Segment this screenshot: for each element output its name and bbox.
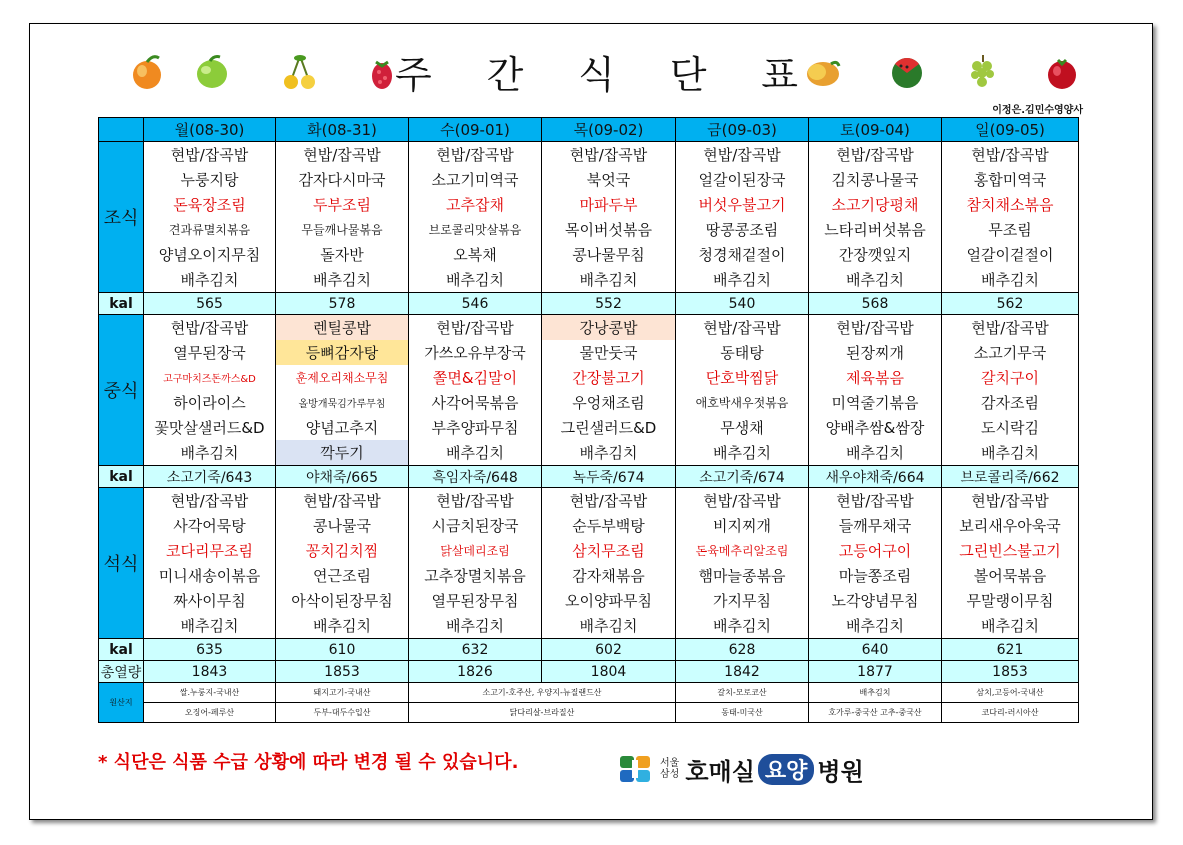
title-char: 간 (486, 52, 526, 97)
menu-item: 얼갈이겉절이 (942, 242, 1079, 267)
kal-value: 635 (144, 639, 276, 661)
total-value: 1853 (276, 661, 409, 683)
menu-item: 고구마치즈돈까스&D (144, 365, 276, 390)
kal-value: 소고기죽/643 (144, 466, 276, 488)
menu-item: 현밥/잡곡밥 (676, 315, 809, 341)
corner-cell (99, 118, 144, 142)
day-header: 화(08-31) (276, 118, 409, 142)
menu-item: 배추김치 (144, 613, 276, 639)
kal-value: 브로콜리죽/662 (942, 466, 1079, 488)
menu-item: 간장불고기 (542, 365, 676, 390)
day-header: 토(09-04) (809, 118, 942, 142)
total-value: 1842 (676, 661, 809, 683)
menu-item: 감자조림 (942, 390, 1079, 415)
menu-item: 된장찌개 (809, 340, 942, 365)
menu-item: 삼치무조림 (542, 538, 676, 563)
menu-item: 배추김치 (809, 267, 942, 293)
origin-cell: 호가루-중국산 고추-중국산 (809, 703, 942, 723)
menu-item: 사각어묵볶음 (409, 390, 542, 415)
day-header: 월(08-30) (144, 118, 276, 142)
menu-item: 현밥/잡곡밥 (144, 142, 276, 168)
menu-item: 등뼈감자탕 (276, 340, 409, 365)
menu-item: 고등어구이 (809, 538, 942, 563)
menu-item: 마파두부 (542, 192, 676, 217)
kal-value: 610 (276, 639, 409, 661)
total-value: 1843 (144, 661, 276, 683)
watermelon-icon (887, 52, 927, 92)
kal-value: 632 (409, 639, 542, 661)
menu-item: 갈치구이 (942, 365, 1079, 390)
menu-item: 얼갈이된장국 (676, 167, 809, 192)
menu-item: 현밥/잡곡밥 (809, 142, 942, 168)
origin-cell: 배추김치 (809, 683, 942, 703)
day-header: 목(09-02) (542, 118, 676, 142)
kal-value: 562 (942, 293, 1079, 315)
kal-value: 540 (676, 293, 809, 315)
menu-item: 땅콩콩조림 (676, 217, 809, 242)
menu-item: 도시락김 (942, 415, 1079, 440)
menu-item: 간장깻잎지 (809, 242, 942, 267)
menu-item: 소고기무국 (942, 340, 1079, 365)
menu-item: 순두부백탕 (542, 513, 676, 538)
total-value: 1853 (942, 661, 1079, 683)
menu-item: 감자채볶음 (542, 563, 676, 588)
menu-item: 북엇국 (542, 167, 676, 192)
menu-item: 현밥/잡곡밥 (676, 142, 809, 168)
kal-value: 565 (144, 293, 276, 315)
menu-item: 배추김치 (542, 440, 676, 466)
menu-item: 견과류멸치볶음 (144, 217, 276, 242)
menu-item: 소고기당평채 (809, 192, 942, 217)
notice-text: * 식단은 식품 수급 상황에 따라 변경 될 수 있습니다. (98, 752, 519, 773)
peach-icon (127, 52, 167, 92)
menu-item: 양념고추지 (276, 415, 409, 440)
menu-item: 현밥/잡곡밥 (144, 488, 276, 514)
dinner-label: 석식 (99, 488, 144, 639)
menu-item: 배추김치 (676, 440, 809, 466)
menu-item: 고추장멸치볶음 (409, 563, 542, 588)
origin-cell: 두부-대두수입산 (276, 703, 409, 723)
kal-label: kal (99, 293, 144, 315)
menu-item: 우엉채조림 (542, 390, 676, 415)
kal-value: 578 (276, 293, 409, 315)
kal-value: 야채죽/665 (276, 466, 409, 488)
origin-cell: 오징어-페루산 (144, 703, 276, 723)
menu-item: 현밥/잡곡밥 (409, 488, 542, 514)
menu-item: 배추김치 (809, 440, 942, 466)
lunch-label: 중식 (99, 315, 144, 466)
menu-item: 배추김치 (276, 267, 409, 293)
menu-item: 배추김치 (942, 440, 1079, 466)
menu-item: 비지찌개 (676, 513, 809, 538)
menu-item: 배추김치 (409, 267, 542, 293)
kal-value: 녹두죽/674 (542, 466, 676, 488)
menu-item: 애호박새우젓볶음 (676, 390, 809, 415)
menu-item: 단호박찜닭 (676, 365, 809, 390)
menu-item: 배추김치 (409, 440, 542, 466)
menu-item: 오복채 (409, 242, 542, 267)
menu-item: 배추김치 (144, 267, 276, 293)
menu-item: 양배추쌈&쌈장 (809, 415, 942, 440)
weekly-menu-table (98, 117, 1079, 723)
menu-item: 노각양념무침 (809, 588, 942, 613)
menu-item: 버섯우불고기 (676, 192, 809, 217)
menu-item: 목이버섯볶음 (542, 217, 676, 242)
menu-item: 부추양파무침 (409, 415, 542, 440)
menu-item: 무말랭이무침 (942, 588, 1079, 613)
menu-item: 현밥/잡곡밥 (276, 488, 409, 514)
kal-value: 새우야채죽/664 (809, 466, 942, 488)
kal-value: 602 (542, 639, 676, 661)
menu-item: 배추김치 (276, 613, 409, 639)
menu-item: 현밥/잡곡밥 (542, 488, 676, 514)
author-label: 이정은.김민수영양사 (992, 105, 1083, 116)
menu-item: 소고기미역국 (409, 167, 542, 192)
menu-item: 고추잡채 (409, 192, 542, 217)
lime-icon (192, 52, 232, 92)
menu-item: 느타리버섯볶음 (809, 217, 942, 242)
menu-item: 무들깨나물볶음 (276, 217, 409, 242)
menu-item: 배추김치 (676, 267, 809, 293)
menu-item: 햄마늘종볶음 (676, 563, 809, 588)
menu-item: 배추김치 (409, 613, 542, 639)
hospital-name: 호매실 요양 병원 (685, 752, 863, 787)
origin-cell: 코다리-러시아산 (942, 703, 1079, 723)
kal-value: 640 (809, 639, 942, 661)
mango-icon (803, 52, 843, 92)
menu-item: 강낭콩밥 (542, 315, 676, 341)
menu-item: 배추김치 (676, 613, 809, 639)
hospital-logo (618, 752, 938, 786)
kal-value: 568 (809, 293, 942, 315)
menu-item: 현밥/잡곡밥 (676, 488, 809, 514)
menu-item: 현밥/잡곡밥 (809, 488, 942, 514)
hospital-logo-icon (618, 754, 652, 784)
grape-icon (963, 52, 1003, 92)
kal-value: 621 (942, 639, 1079, 661)
origin-cell: 닭다리살-브라질산 (409, 703, 676, 723)
menu-item: 가지무침 (676, 588, 809, 613)
origin-cell: 갈치-모로코산 (676, 683, 809, 703)
menu-item: 보리새우아욱국 (942, 513, 1079, 538)
menu-item: 제육볶음 (809, 365, 942, 390)
menu-item: 꽁치김치찜 (276, 538, 409, 563)
kal-value: 소고기죽/674 (676, 466, 809, 488)
title-char: 단 (669, 52, 709, 97)
menu-item: 코다리무조림 (144, 538, 276, 563)
menu-item: 쫄면&김말이 (409, 365, 542, 390)
menu-item: 깍두기 (276, 440, 409, 466)
hospital-sub: 서울 삼성 (660, 758, 680, 780)
day-header: 금(09-03) (676, 118, 809, 142)
menu-item: 현밥/잡곡밥 (409, 315, 542, 341)
menu-item: 콩나물무침 (542, 242, 676, 267)
menu-item: 짜사이무침 (144, 588, 276, 613)
kal-label: kal (99, 639, 144, 661)
menu-item: 무조림 (942, 217, 1079, 242)
menu-item: 브로콜리맛살볶음 (409, 217, 542, 242)
title-char: 주 (395, 52, 434, 97)
origin-cell: 돼지고기-국내산 (276, 683, 409, 703)
origin-cell: 쌀.누룽지-국내산 (144, 683, 276, 703)
total-label: 총열량 (99, 661, 144, 683)
menu-item: 들깨무채국 (809, 513, 942, 538)
menu-item: 배추김치 (144, 440, 276, 466)
menu-item: 연근조림 (276, 563, 409, 588)
menu-item: 볼어묵볶음 (942, 563, 1079, 588)
menu-item: 미역줄기볶음 (809, 390, 942, 415)
origin-cell: 소고기-호주산, 우양지-뉴질랜드산 (409, 683, 676, 703)
origin-cell: 동태-미국산 (676, 703, 809, 723)
kal-value: 552 (542, 293, 676, 315)
menu-item: 참치채소볶음 (942, 192, 1079, 217)
menu-item: 마늘쫑조림 (809, 563, 942, 588)
kal-value: 흑임자죽/648 (409, 466, 542, 488)
menu-item: 무생채 (676, 415, 809, 440)
menu-item: 배추김치 (542, 267, 676, 293)
menu-item: 시금치된장국 (409, 513, 542, 538)
menu-item: 렌틸콩밥 (276, 315, 409, 341)
menu-item: 김치콩나물국 (809, 167, 942, 192)
menu-item: 미니새송이볶음 (144, 563, 276, 588)
menu-item: 배추김치 (809, 613, 942, 639)
menu-item: 올방개묵김가루무침 (276, 390, 409, 415)
day-header: 일(09-05) (942, 118, 1079, 142)
menu-item: 닭살데리조림 (409, 538, 542, 563)
menu-item: 현밥/잡곡밥 (942, 142, 1079, 168)
menu-item: 현밥/잡곡밥 (942, 315, 1079, 341)
menu-item: 두부조림 (276, 192, 409, 217)
pomegranate-icon (1042, 52, 1082, 92)
menu-item: 아삭이된장무침 (276, 588, 409, 613)
menu-item: 가쓰오유부장국 (409, 340, 542, 365)
total-value: 1826 (409, 661, 542, 683)
title-char: 표 (761, 52, 800, 97)
menu-item: 청경채겉절이 (676, 242, 809, 267)
cherry-icon (280, 52, 320, 92)
title-char: 식 (578, 52, 617, 97)
kal-value: 628 (676, 639, 809, 661)
total-value: 1804 (542, 661, 676, 683)
menu-item: 누룽지탕 (144, 167, 276, 192)
menu-item: 현밥/잡곡밥 (942, 488, 1079, 514)
menu-item: 감자다시마국 (276, 167, 409, 192)
menu-item: 배추김치 (542, 613, 676, 639)
kal-label: kal (99, 466, 144, 488)
day-header: 수(09-01) (409, 118, 542, 142)
kal-value: 546 (409, 293, 542, 315)
menu-item: 사각어묵탕 (144, 513, 276, 538)
page-title (395, 46, 800, 96)
menu-item: 현밥/잡곡밥 (144, 315, 276, 341)
origin-label: 원산지 (99, 683, 144, 723)
menu-item: 돈육장조림 (144, 192, 276, 217)
menu-item: 물만둣국 (542, 340, 676, 365)
menu-item: 오이양파무침 (542, 588, 676, 613)
menu-item: 현밥/잡곡밥 (276, 142, 409, 168)
breakfast-label: 조식 (99, 142, 144, 293)
menu-item: 그린빈스불고기 (942, 538, 1079, 563)
menu-item: 열무된장국 (144, 340, 276, 365)
menu-item: 그린샐러드&D (542, 415, 676, 440)
total-value: 1877 (809, 661, 942, 683)
menu-item: 꽃맛살샐러드&D (144, 415, 276, 440)
menu-item: 훈제오리채소무침 (276, 365, 409, 390)
origin-cell: 삼치,고등어-국내산 (942, 683, 1079, 703)
menu-item: 배추김치 (942, 613, 1079, 639)
menu-item: 하이라이스 (144, 390, 276, 415)
menu-item: 돌자반 (276, 242, 409, 267)
menu-item: 현밥/잡곡밥 (809, 315, 942, 341)
menu-item: 현밥/잡곡밥 (409, 142, 542, 168)
menu-item: 현밥/잡곡밥 (542, 142, 676, 168)
menu-item: 양념오이지무침 (144, 242, 276, 267)
menu-item: 돈육메추리알조림 (676, 538, 809, 563)
menu-item: 열무된장무침 (409, 588, 542, 613)
menu-item: 홍합미역국 (942, 167, 1079, 192)
menu-item: 배추김치 (942, 267, 1079, 293)
menu-item: 동태탕 (676, 340, 809, 365)
menu-item: 콩나물국 (276, 513, 409, 538)
